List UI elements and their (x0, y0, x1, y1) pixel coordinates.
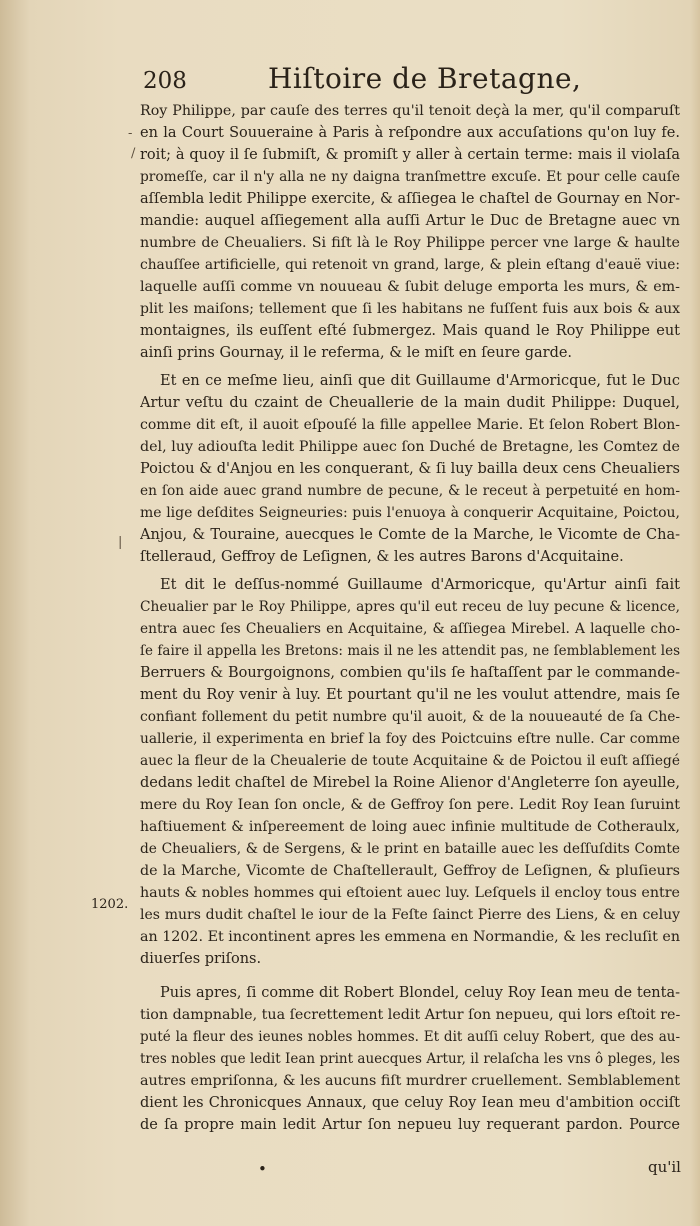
text-line: tres nobles que ledit Iean print auecques Artur, il relaſcha les vns ô pleges, les (140, 1051, 680, 1067)
text-line: en ſon aide auec grand numbre de pecune, & le receut à perpetuité en hom- (140, 483, 680, 499)
margin-tick-mark: - (128, 126, 133, 141)
text-line: Anjou, & Touraine, auecques le Comte de la Marche, le Vicomte de Cha- (140, 527, 680, 543)
text-line: Roy Philippe, par cauſe des terres qu'il tenoit deçà la mer, qu'il comparuſt (140, 103, 680, 119)
text-line: autres empriſonna, & les aucuns fiſt murdrer cruellement. Semblablement (140, 1073, 680, 1089)
page-number: 208 (143, 68, 187, 94)
text-line: diuerſes priſons. (140, 951, 262, 967)
text-line: ſe faire il appella les Bretons: mais il ne les attendit pas, ne ſemblablement les (140, 643, 680, 659)
text-line: tion dampnable, tua ſecrettement ledit Artur ſon nepueu, qui lors eſtoit re- (140, 1007, 680, 1023)
text-line: Artur veſtu du czaint de Cheuallerie de la main dudit Philippe: Duquel, (140, 395, 680, 411)
text-line: hauts & nobles hommes qui eſtoient auec luy. Leſquels il encloy tous entre (140, 885, 680, 901)
text-line: haſtiuement & inſpereement de loing auec infinie multitude de Cotheraulx, (140, 819, 680, 835)
text-line: de ſa propre main ledit Artur ſon nepueu luy requerant pardon. Pource (140, 1117, 680, 1133)
text-line: roit; à quoy il ſe ſubmiſt, & promiſt y aller à certain terme: mais il violaſa (140, 147, 680, 163)
margin-bar-mark: | (118, 535, 123, 550)
margin-bracket-mark: / (131, 146, 136, 161)
text-line: Et dit le deſſus-nommé Guillaume d'Armoricque, qu'Artur ainſi fait (160, 577, 680, 593)
running-title: Hiſtoire de Bretagne, (268, 62, 582, 95)
body-text (140, 100, 680, 1136)
text-line: plit les maiſons; tellement que ſi les habitans ne fuſſent fuis aux bois & aux (140, 301, 680, 317)
paragraph (140, 370, 680, 568)
text-line: Poictou & d'Anjou en les conquerant, & ſi luy bailla deux cens Cheualiers (140, 461, 680, 477)
text-line: Puis apres, ſi comme dit Robert Blondel, celuy Roy Iean meu de tenta- (160, 985, 680, 1001)
page-header (0, 62, 700, 102)
text-line: me lige deſdites Seigneuries: puis l'enuoya à conquerir Acquitaine, Poictou, (140, 505, 680, 521)
margin-date-note: 1202. (91, 897, 129, 912)
paragraph (140, 574, 680, 970)
text-line: numbre de Cheualiers. Si fiſt là le Roy Philippe percer vne large & haulte (140, 235, 680, 251)
text-line: dedans ledit chaſtel de Mirebel la Roine Alienor d'Angleterre ſon ayeulle, (140, 775, 680, 791)
text-line: les murs dudit chaſtel le iour de la Feſte ſainct Pierre des Liens, & en celuy (140, 907, 680, 923)
text-line: auec la fleur de la Cheualerie de toute Acquitaine & de Poictou il euſt aſſiegé (140, 753, 680, 769)
text-line: confiant follement du petit numbre qu'il auoit, & de la nouueauté de ſa Che- (140, 709, 680, 725)
text-line: uallerie, il experimenta en brief la foy des Poictcuins eſtre nulle. Car comme (140, 731, 680, 747)
text-line: mere du Roy Iean ſon oncle, & de Geffroy ſon pere. Ledit Roy Iean ſuruint (140, 797, 680, 813)
text-line: ainſi prins Gournay, il le referma, & le miſt en ſeure garde. (140, 345, 573, 361)
text-line: puté la fleur des ieunes nobles hommes. Et dit auſſi celuy Robert, que des au- (140, 1029, 680, 1045)
text-line: Cheualier par le Roy Philippe, apres qu'il eut receu de luy pecune & licence, (140, 599, 680, 615)
text-line: entra auec ſes Cheualiers en Acquitaine, & aſſiegea Mirebel. A laquelle cho- (140, 621, 680, 637)
text-line: promeſſe, car il n'y alla ne ny daigna tranſmettre excuſe. Et pour celle cauſe (140, 169, 680, 185)
paragraph (140, 100, 680, 364)
text-line: del, luy adiouſta ledit Philippe auec ſon Duché de Bretagne, les Comtez de (140, 439, 680, 455)
text-line: Berruers & Bourgoignons, combien qu'ils ſe haſtaſſent par le commande- (140, 665, 680, 681)
paragraph (140, 982, 680, 1136)
text-line: dient les Chronicques Annaux, que celuy Roy Iean meu d'ambition occiſt (140, 1095, 680, 1111)
text-line: en la Court Souueraine à Paris à reſpondre aux accuſations qu'on luy fe. (140, 125, 680, 141)
text-line: de Cheualiers, & de Sergens, & le print en bataille auec les deſſuſdits Comte (140, 841, 680, 857)
text-line: de la Marche, Vicomte de Chaſtellerault, Geffroy de Leſignen, & pluſieurs (140, 863, 680, 879)
text-line: aſſembla ledit Philippe exercite, & aſſiegea le chaſtel de Gournay en Nor- (140, 191, 680, 207)
text-line: laquelle auſſi comme vn nouueau & ſubit deluge emporta les murs, & em- (140, 279, 680, 295)
text-line: mandie: auquel aſſiegement alla auſſi Artur le Duc de Bretagne auec vn (140, 213, 680, 229)
text-line: ment du Roy venir à luy. Et pourtant qu'il ne les voulut attendre, mais ſe (140, 687, 680, 703)
text-line: ſtelleraud, Geffroy de Leſignen, & les autres Barons d'Acquitaine. (140, 549, 624, 565)
text-line: montaignes, ils euſſent eſté ſubmergez. Mais quand le Roy Philippe eut (140, 323, 680, 339)
catchword: qu'il (648, 1158, 681, 1176)
page-dot-mark: • (258, 1160, 267, 1178)
text-line: Et en ce meſme lieu, ainſi que dit Guillaume d'Armoricque, fut le Duc (160, 373, 680, 389)
text-line: chauſſee artificielle, qui retenoit vn grand, large, & plein eſtang d'eauë viue: (140, 257, 680, 273)
text-line: comme dit eſt, il auoit eſpouſé la fille appellee Marie. Et ſelon Robert Blon- (140, 417, 680, 433)
text-line: an 1202. Et incontinent apres les emmena en Normandie, & les recluſit en (140, 929, 680, 945)
